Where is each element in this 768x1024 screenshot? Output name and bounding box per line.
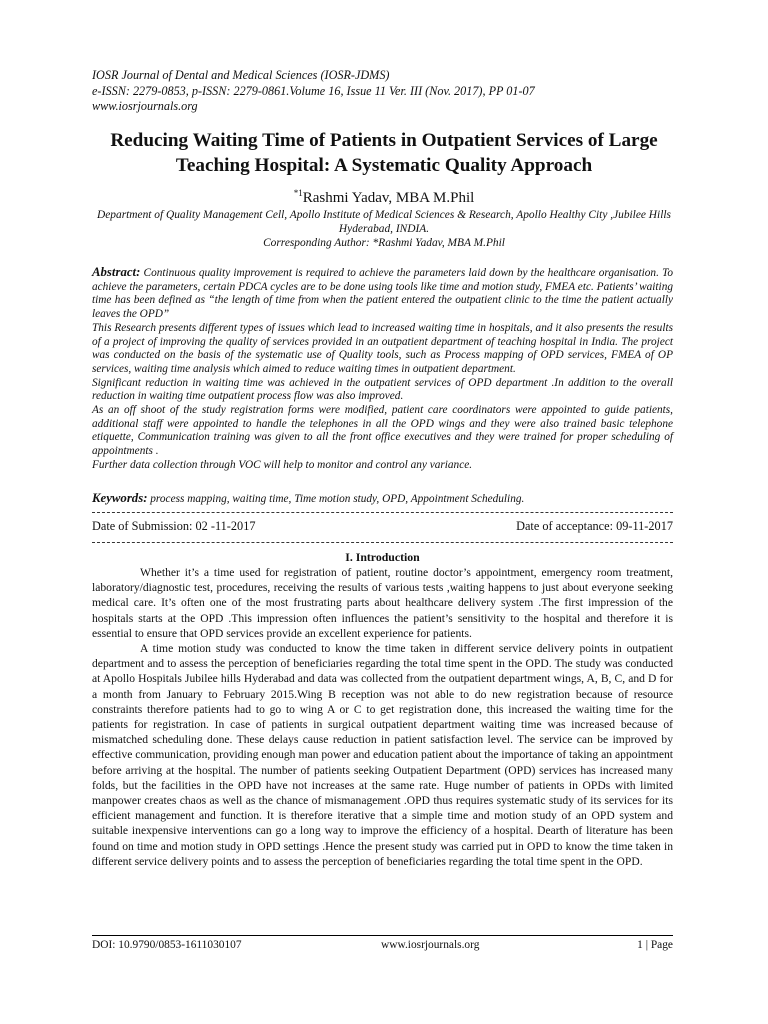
journal-name: IOSR Journal of Dental and Medical Sciences (IOSR-JDMS) (92, 68, 390, 82)
author-mark: *1 (293, 188, 303, 198)
abstract-paragraph-2: This Research presents different types of issues which lead to increased waiting time in hospitals, and it also presents the results of a project of improving the quality of services provided in an outpatient department of teaching hospital in India. The project was conducted on the basis of the systematic use of Quality tools, such as Process mapping of OPD services, FMEA of OP services, waiting time analysis which aimed to reduce waiting times in outpatient department. (92, 321, 673, 375)
abstract-text-1: Continuous quality improvement is required to achieve the parameters laid down by the healthcare organisation. To achieve the parameters, certain PDCA cycles are to be done using tools like time and motion study, FMEA etc. Patients’ waiting time has been defined as “the length of time from when the patient entered the outpatient clinic to the time the patient actually leaves the OPD” (92, 267, 673, 321)
abstract (92, 266, 673, 473)
keywords-label: Keywords: (92, 491, 148, 505)
intro-paragraph-1: Whether it’s a time used for registration of patient, routine doctor’s appointment, emergency room treatment, laboratory/diagnostic test, procedures, receiving the results of various tests ,waiting happens to just about everyone seeking medical care. It’s often one of the most frustrating parts about healthcare delivery system .The first impression of the hospitals starts at the OPD .This impression often influences the patient’s sensitivity to the hospital and therefore it is essential to ensure that OPD services provide an excellent experience for patients. (92, 566, 673, 640)
acceptance-date: Date of acceptance: 09-11-2017 (516, 519, 673, 533)
corresponding-author: Corresponding Author: *Rashmi Yadav, MBA M.Phil (263, 237, 505, 249)
dashed-divider-top (92, 512, 673, 513)
abstract-paragraph-3: Significant reduction in waiting time was achieved in the outpatient services of OPD department .In addition to the overall reduction in waiting time outpatient process flow was also improved. (92, 376, 673, 403)
keywords (92, 491, 673, 506)
journal-site: www.iosrjournals.org (92, 99, 198, 113)
abstract-paragraph-1 (92, 266, 673, 322)
affiliation-line: Department of Quality Management Cell, Apollo Institute of Medical Sciences & Research, Apollo Healthy City ,Jubilee Hills Hyderabad, INDIA. (97, 209, 671, 235)
section-title: I. Introduction (345, 550, 420, 564)
dashed-divider-bottom (92, 542, 673, 543)
abstract-paragraph-4: As an off shoot of the study registration forms were modified, patient care coordinators were appointed to guide patients, additional staff were appointed to handle the telephones in all the OPD wings and they were also trained basic telephone etiquette, Communication training was given to all the front office executives and they were trained for proper scheduling of appointments . (92, 404, 673, 458)
journal-header (92, 68, 692, 115)
footer-site: www.iosrjournals.org (381, 939, 480, 951)
footer-doi: DOI: 10.9790/0853-1611030107 (92, 939, 242, 951)
paper-title: Reducing Waiting Time of Patients in Outpatient Services of Large Teaching Hospital: A Systematic Quality Approach (110, 130, 658, 176)
keywords-text: process mapping, waiting time, Time motion study, OPD, Appointment Scheduling. (150, 493, 525, 505)
author-name: Rashmi Yadav, MBA M.Phil (302, 190, 475, 206)
abstract-label: Abstract: (92, 265, 141, 279)
abstract-paragraph-5: Further data collection through VOC will help to monitor and control any variance. (92, 458, 473, 471)
footer-page: 1 | Page (637, 939, 673, 951)
intro-paragraph-2: A time motion study was conducted to know the time taken in different service delivery points in outpatient department and to assess the perception of beneficiaries regarding the total time spent in the OPD. The study was conducted at Apollo Hospitals Jubilee hills Hyderabad and data was collected from the outpatient department wings, A, B, C, and D for a month from January to February 2015.Wing B reception was not able to do new registration because of resource constraints therefore patients had to go to wing A or C to get registration done, this increased the waiting time for the patients for registration. In case of patients in surgical outpatient department waiting time was increased because of mismatched scheduling done. These delays cause reduction in patient satisfaction level. The service can be improved by effective communication, providing enough man power and education patient about the importance of taking an appointment before arriving at the hospital. The number of patients seeking Outpatient Department (OPD) services has increased many folds, but the facilities in the OPD have not increases at the same rate. Huge number of patients in OPDs with limited manpower creates chaos as well as the chance of mismanagement .OPD thus requires systematic study of its services for its efficient management and function. It is therefore iterative that a simple time and motion study of an OPD system and suitable inexpensive interventions can go a long way to improve the efficiency of a hospital. Dearth of literature has been found on time and motion study in OPD settings .Hence the present study was carried put in OPD to know the time taken in different service delivery points and to assess the perception of beneficiaries regarding the total time spent in the OPD. (92, 642, 673, 868)
introduction-body (92, 565, 673, 869)
author-line (80, 188, 688, 207)
submission-date: Date of Submission: 02 -11-2017 (92, 519, 256, 533)
affiliation (88, 208, 680, 250)
journal-issn: e-ISSN: 2279-0853, p-ISSN: 2279-0861.Volume 16, Issue 11 Ver. III (Nov. 2017), PP 01-07 (92, 83, 535, 98)
footer-rule (92, 935, 673, 936)
